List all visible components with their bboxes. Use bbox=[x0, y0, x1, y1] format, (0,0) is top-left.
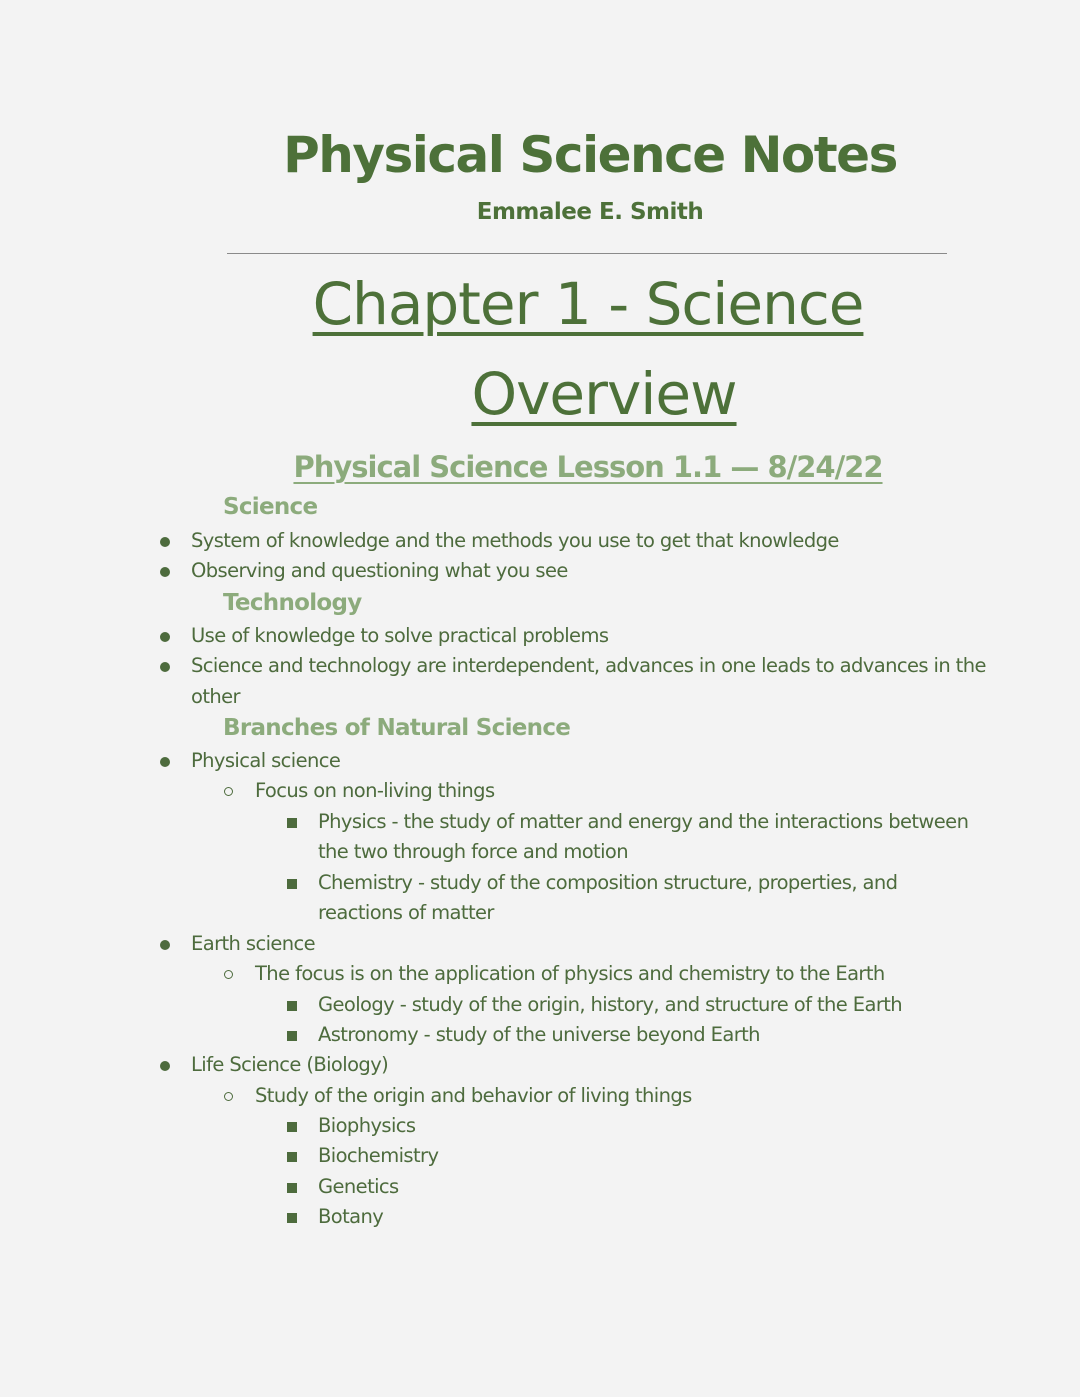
list-item: Observing and questioning what you see bbox=[191, 559, 568, 582]
sub-sub-list-item: Astronomy - study of the universe beyond Earth bbox=[318, 1023, 760, 1046]
sub-sub-list-item: Physics - the study of matter and energy and the interactions between bbox=[318, 810, 969, 833]
bullet-circle-icon bbox=[224, 970, 233, 979]
bullet-square-icon bbox=[287, 818, 297, 828]
bullet-square-icon bbox=[287, 1213, 297, 1223]
list-item: Use of knowledge to solve practical problems bbox=[191, 624, 609, 647]
section-heading-science: Science bbox=[223, 494, 318, 520]
sub-sub-list-item: Genetics bbox=[318, 1175, 399, 1198]
bullet-dot-icon bbox=[160, 940, 170, 950]
section-heading-technology: Technology bbox=[223, 590, 362, 616]
bullet-dot-icon bbox=[160, 567, 170, 577]
bullet-square-icon bbox=[287, 1183, 297, 1193]
list-item-physical-science: Physical science bbox=[191, 749, 341, 772]
bullet-square-icon bbox=[287, 879, 297, 889]
sub-sub-list-item: Botany bbox=[318, 1205, 384, 1228]
horizontal-divider bbox=[227, 253, 947, 254]
list-item-continuation: other bbox=[191, 685, 240, 708]
list-item: System of knowledge and the methods you use to get that knowledge bbox=[191, 529, 839, 552]
sub-sub-list-item: Biochemistry bbox=[318, 1144, 439, 1167]
lesson-heading: Physical Science Lesson 1.1 — 8/24/22 bbox=[293, 450, 883, 484]
list-item: Science and technology are interdependent, advances in one leads to advances in the bbox=[191, 654, 986, 677]
bullet-dot-icon bbox=[160, 757, 170, 767]
author-name: Emmalee E. Smith bbox=[476, 199, 704, 225]
bullet-dot-icon bbox=[160, 632, 170, 642]
document-title: Physical Science Notes bbox=[283, 126, 897, 184]
chapter-title-line2: Overview bbox=[471, 360, 737, 428]
sub-sub-list-item: Biophysics bbox=[318, 1114, 416, 1137]
bullet-circle-icon bbox=[224, 1092, 233, 1101]
bullet-circle-icon bbox=[224, 787, 233, 796]
bullet-square-icon bbox=[287, 1152, 297, 1162]
sub-sub-list-item-continuation: the two through force and motion bbox=[318, 840, 629, 863]
list-item-earth-science: Earth science bbox=[191, 932, 316, 955]
bullet-dot-icon bbox=[160, 662, 170, 672]
bullet-square-icon bbox=[287, 1001, 297, 1011]
section-heading-branches: Branches of Natural Science bbox=[223, 715, 571, 741]
bullet-square-icon bbox=[287, 1122, 297, 1132]
chapter-title-line1: Chapter 1 - Science bbox=[312, 270, 864, 338]
bullet-dot-icon bbox=[160, 1061, 170, 1071]
sub-list-item: Study of the origin and behavior of living things bbox=[255, 1084, 692, 1107]
sub-sub-list-item-continuation: reactions of matter bbox=[318, 901, 494, 924]
sub-list-item: Focus on non-living things bbox=[255, 779, 495, 802]
sub-sub-list-item: Geology - study of the origin, history, and structure of the Earth bbox=[318, 993, 903, 1016]
bullet-square-icon bbox=[287, 1031, 297, 1041]
sub-list-item: The focus is on the application of physics and chemistry to the Earth bbox=[255, 962, 885, 985]
bullet-dot-icon bbox=[160, 537, 170, 547]
sub-sub-list-item: Chemistry - study of the composition structure, properties, and bbox=[318, 871, 898, 894]
list-item-life-science: Life Science (Biology) bbox=[191, 1053, 389, 1076]
